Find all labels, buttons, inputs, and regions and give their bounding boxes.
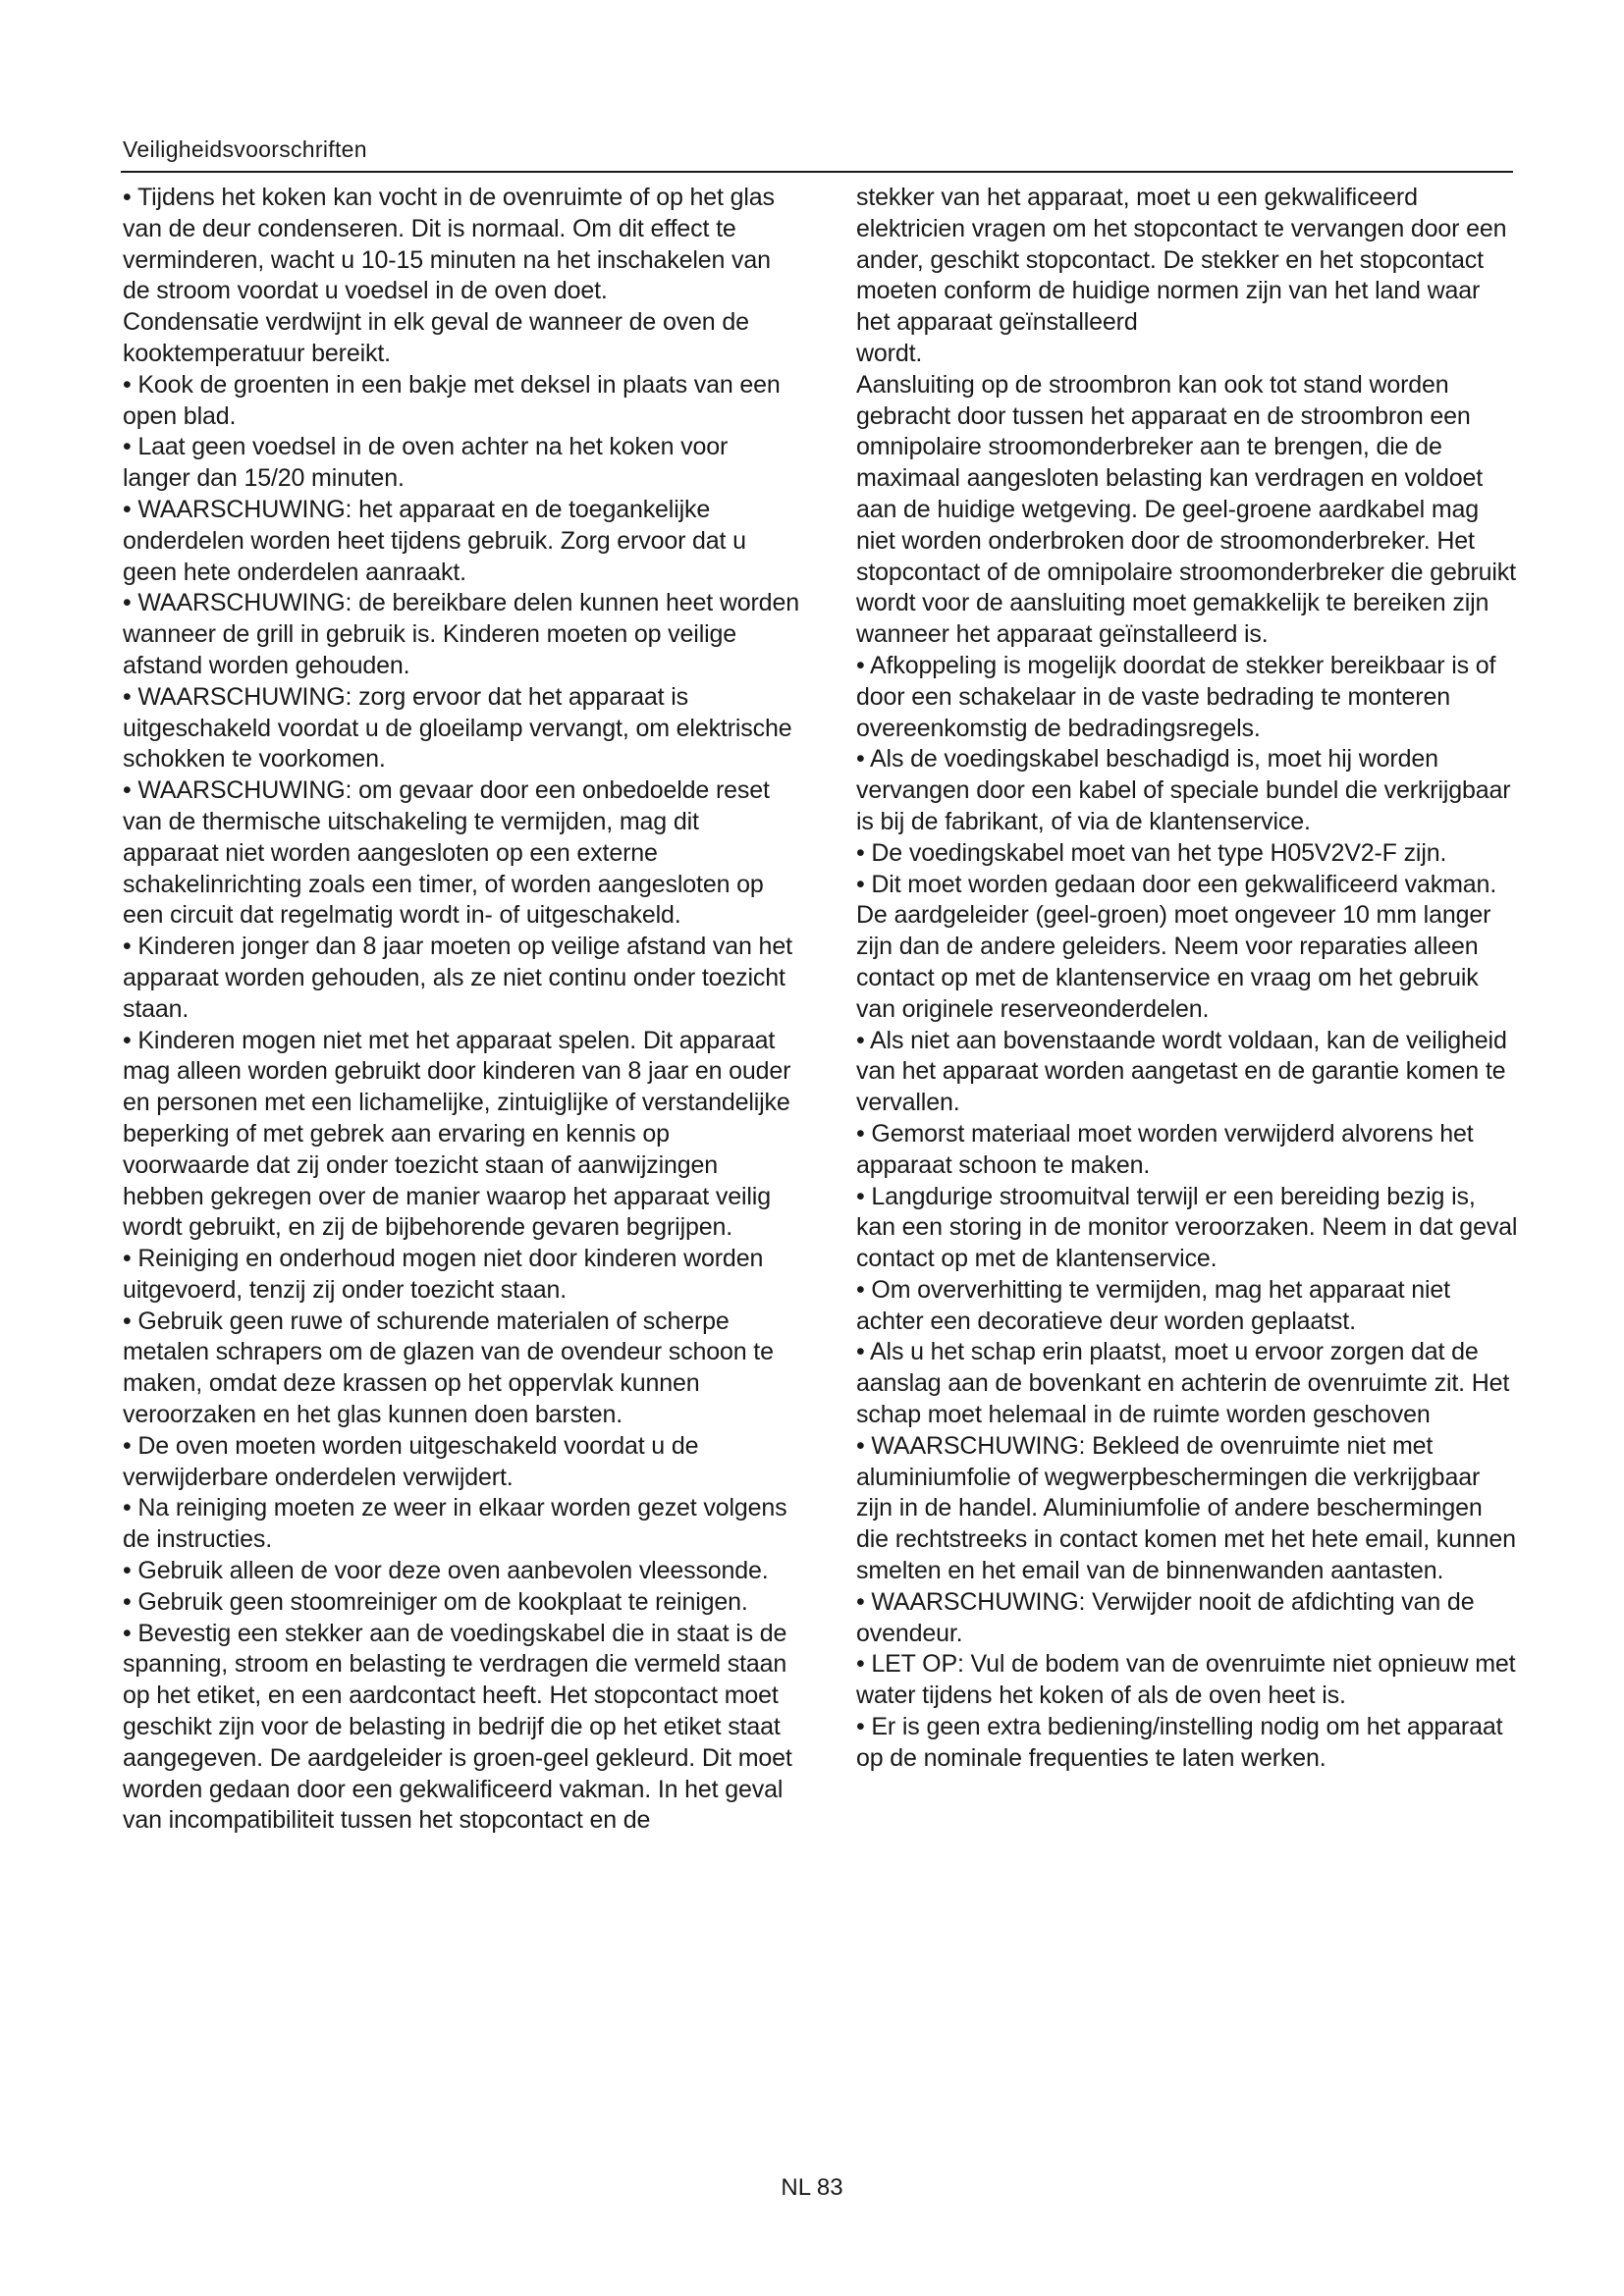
- page-header: [121, 135, 1513, 173]
- paragraph-plug-continued: stekker van het apparaat, moet u een gekwalificeerd elektricien vragen om het stopcontact te vervangen door een ander, geschikt stopcontact. De stekker en het stopcontact moeten conform de huidige normen zijn van het land waar het apparaat geïnstalleerd: [856, 184, 1507, 337]
- paragraph-vegetables: • Kook de groenten in een bakje met deksel in plaats van een open blad.: [123, 370, 781, 430]
- paragraph-cable-damaged: • Als de voedingskabel beschadigd is, moet hij worden vervangen door een kabel of speciale bundel die verkrijgbaar is bij de fabrikant, of via de klantenservice.: [856, 745, 1511, 835]
- paragraph-children-play: • Kinderen mogen niet met het apparaat spelen. Dit apparaat mag alleen worden gebruikt door kinderen van 8 jaar en ouder en personen met een lichamelijke, zintuiglijke of verstandelijke beperking of met gebrek aan ervaring en kennis op voorwaarde dat zij onder toezicht staan of aanwijzingen hebben gekregen over de manier waarop het apparaat veilig wordt gebruikt, en zij de bijbehorende gevaren begrijpen.: [123, 1026, 791, 1242]
- paragraph-power-failure: • Langdurige stroomuitval terwijl er een bereiding bezig is, kan een storing in de monitor veroorzaken. Neem in dat geval contact op met de klantenservice.: [856, 1182, 1518, 1273]
- paragraph-plug: • Bevestig een stekker aan de voedingskabel die in staat is de spanning, stroom en belasting te verdragen die vermeld staan op het etiket, en een aardcontact heeft. Het stopcontact moet geschikt zijn voor de belasting in bedrijf die op het etiket staat aangegeven. De aardgeleider is groen-geel gekleurd. Dit moet worden gedaan door een gekwalificeerd vakman. In het geval van incompatibiliteit tussen het stopcontact en de: [123, 1619, 792, 1835]
- paragraph-spilled: • Gemorst materiaal moet worden verwijderd alvorens het apparaat schoon te maken.: [856, 1119, 1474, 1179]
- paragraph-overheating: • Om oververhitting te vermijden, mag het apparaat niet achter een decoratieve deur worden geplaatst.: [856, 1275, 1450, 1335]
- paragraph-condensation: • Tijdens het koken kan vocht in de ovenruimte of op het glas van de deur condenseren. Dit is normaal. Om dit effect te verminderen, wacht u 10-15 minuten na het inschakelen van de stroom voordat u voedsel in de oven doet.: [123, 184, 775, 305]
- paragraph-abrasive: • Gebruik geen ruwe of schurende materialen of scherpe metalen schrapers om de glazen van de ovendeur schoon te maken, omdat deze krassen op het oppervlak kunnen veroorzaken en het glas kunnen doen barsten.: [123, 1307, 774, 1429]
- paragraph-reassemble: • Na reiniging moeten ze weer in elkaar worden gezet volgens de instructies.: [123, 1494, 787, 1554]
- paragraph-circuit-breaker: Aansluiting op de stroombron kan ook tot stand worden gebracht door tussen het apparaat en de stroombron een omnipolaire stroomonderbreker aan te brengen, die de maximaal aangesloten belasting kan verdragen en voldoet aan de huidige wetgeving. De geel-groene aardkabel mag niet worden onderbroken door de stroomonderbreker. Het stopcontact of de omnipolaire stroomonderbreker die gebruikt wordt voor de aansluiting moet gemakkelijk te bereiken zijn wanneer het apparaat geïnstalleerd is.: [856, 370, 1516, 649]
- page-number: NL 83: [781, 2174, 843, 2201]
- paragraph-meat-probe: • Gebruik alleen de voor deze oven aanbevolen vleessonde.: [123, 1557, 769, 1585]
- paragraph-caution-water: • LET OP: Vul de bodem van de ovenruimte niet opnieuw met water tijdens het koken of als de oven heet is.: [856, 1650, 1516, 1710]
- right-column: [856, 183, 1520, 1775]
- paragraph-qualified: • Dit moet worden gedaan door een gekwalificeerd vakman. De aardgeleider (geel-groen) moet ongeveer 10 mm langer zijn dan de andere geleiders. Neem voor reparaties alleen contact op met de klantenservice en vraag om het gebruik van originele reserveonderdelen.: [856, 870, 1497, 1023]
- paragraph-warranty: • Als niet aan bovenstaande wordt voldaan, kan de veiligheid van het apparaat worden aangetast en de garantie komen te vervallen.: [856, 1026, 1507, 1117]
- paragraph-switch-off: • De oven moeten worden uitgeschakeld voordat u de verwijderbare onderdelen verwijdert.: [123, 1431, 699, 1491]
- paragraph-warning-bulb: • WAARSCHUWING: zorg ervoor dat het apparaat is uitgeschakeld voordat u de gloeilamp vervangt, om elektrische schokken te voorkomen.: [123, 682, 792, 774]
- paragraph-warning-seal: • WAARSCHUWING: Verwijder nooit de afdichting van de ovendeur.: [856, 1587, 1475, 1647]
- paragraph-food-left: • Laat geen voedsel in de oven achter na het koken voor langer dan 15/20 minuten.: [123, 433, 729, 493]
- paragraph-frequencies: • Er is geen extra bediening/instelling nodig om het apparaat op de nominale frequenties te laten werken.: [856, 1713, 1503, 1772]
- paragraph-warning-hot-parts: • WAARSCHUWING: het apparaat en de toegankelijke onderdelen worden heet tijdens gebruik. Zorg ervoor dat u geen hete onderdelen aanraakt.: [123, 495, 746, 586]
- left-column: [123, 183, 800, 1837]
- paragraph-steam-cleaner: • Gebruik geen stoomreiniger om de kookplaat te reinigen.: [123, 1587, 748, 1616]
- paragraph-warning-foil: • WAARSCHUWING: Bekleed de ovenruimte niet met aluminiumfolie of wegwerpbeschermingen die verkrijgbaar zijn in de handel. Aluminiumfolie of andere beschermingen die rechtstreeks in contact komen met het hete email, kunnen smelten en het email van de binnenwanden aantasten.: [856, 1431, 1516, 1585]
- paragraph-plug-end: wordt.: [856, 339, 923, 367]
- paragraph-condensation-note: Condensatie verdwijnt in elk geval de wanneer de oven de kooktemperatuur bereikt.: [123, 308, 749, 367]
- paragraph-warning-thermal: • WAARSCHUWING: om gevaar door een onbedoelde reset van de thermische uitschakeling te vermijden, mag dit apparaat niet worden aangesloten op een externe schakelinrichting zoals een timer, of worden aangesloten op een circuit dat regelmatig wordt in- of uitgeschakeld.: [123, 776, 770, 930]
- section-title: Veiligheidsvoorschriften: [123, 136, 367, 162]
- paragraph-shelf: • Als u het schap erin plaatst, moet u ervoor zorgen dat de aanslag aan de bovenkant en achterin de ovenruimte zit. Het schap moet helemaal in de ruimte worden geschoven: [856, 1338, 1510, 1429]
- paragraph-warning-grill: • WAARSCHUWING: de bereikbare delen kunnen heet worden wanneer de grill in gebruik is. Kinderen moeten op veilige afstand worden gehouden.: [123, 589, 799, 679]
- paragraph-disconnect: • Afkoppeling is mogelijk doordat de stekker bereikbaar is of door een schakelaar in de vaste bedrading te monteren overeenkomstig de bedradingsregels.: [856, 651, 1496, 742]
- paragraph-children-distance: • Kinderen jonger dan 8 jaar moeten op veilige afstand van het apparaat worden gehouden, als ze niet continu onder toezicht staan.: [123, 933, 792, 1023]
- paragraph-cable-type: • De voedingskabel moet van het type H05V2V2-F zijn.: [856, 838, 1447, 867]
- paragraph-cleaning-children: • Reiniging en onderhoud mogen niet door kinderen worden uitgevoerd, tenzij zij onder toezicht staan.: [123, 1245, 764, 1304]
